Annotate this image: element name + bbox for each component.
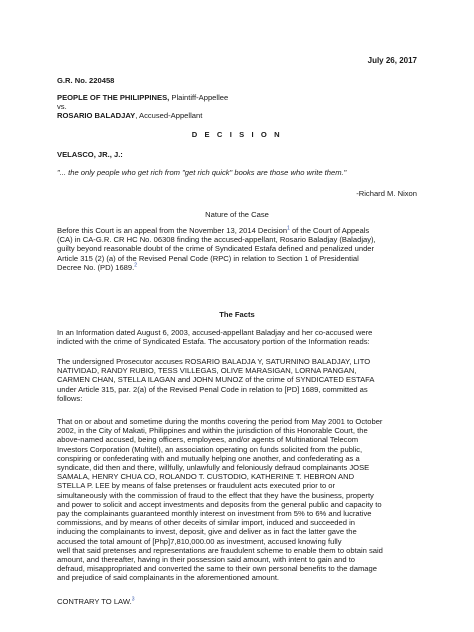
nature-line: guilty beyond reasonable doubt of the crime of Syndicated Estafa defined and penalized under (57, 244, 375, 254)
footnote-ref[interactable]: 3 (131, 596, 135, 603)
accusation-line: Investors Corporation (Multitel), an association operating on funds solicited from the public, (57, 444, 363, 454)
facts-line: indicted with the crime of Syndicated Estafa. The accusatory portion of the Information reads: (57, 337, 370, 347)
information-line: under Article 315, par. 2(a) of the Revised Penal Code in relation to [PD] 1689, committed as (57, 384, 368, 394)
accusation-line: pay the complainants guaranteed monthly interest on investment from 5% to 6% and lucrative (57, 509, 372, 519)
nature-paragraph (57, 226, 417, 272)
accusation-line: STELLA P. LEE by means of false pretenses or fraudulent acts executed prior to or (57, 481, 336, 491)
nature-line-text: Before this Court is an appeal from the November 13, 2014 Decision (57, 226, 288, 235)
closing-text: CONTRARY TO LAW. (57, 597, 132, 606)
facts-paragraph (57, 328, 417, 346)
nature-heading: Nature of the Case (205, 210, 269, 219)
accusation-line: 2002, in the City of Makati, Philippines and within the jurisdiction of this Honorable Court, the (57, 426, 368, 436)
nature-line: (CA) in CA-G.R. CR HC No. 06308 finding the accused-appellant, Rosario Baladjay (Baladjay), (57, 235, 376, 245)
plaintiff-line (57, 93, 228, 102)
plaintiff-role: Plaintiff-Appellee (171, 93, 229, 102)
footnote-ref[interactable]: 2 (134, 262, 138, 269)
information-line: NATIVIDAD, RANDY RUBIO, TESS VILLEGAS, OLIVE MARASIGAN, LORNA PANGAN, (57, 366, 357, 376)
accused-line (57, 111, 228, 120)
accusation-line: well that said pretenses and representations are fraudulent scheme to enable them to obtain said (57, 545, 383, 555)
epigraph-quote: "... the only people who get rich from "get rich quick" books are those who write them." (57, 168, 347, 177)
ponente: VELASCO, JR., J.: (57, 150, 123, 159)
nature-line (57, 263, 417, 272)
accusation-line: above-named accused, being officers, employees, and/or agents of Multinational Telecom (57, 435, 359, 445)
accusation-line: and prejudice of said complainants in the aforementioned amount. (57, 573, 280, 583)
plaintiff-name: PEOPLE OF THE PHILIPPINES, (57, 93, 170, 102)
information-line: follows: (57, 393, 83, 403)
accusation-line: simultaneously with the commission of fraud to the effect that they have the business, property (57, 490, 374, 500)
accusation-line: and power to solicit and accept investments and deposits from the general public and capacity to (57, 499, 382, 509)
nature-line: Article 315 (2) (a) of the Revised Penal Code (RPC) in relation to Section 1 of Presidential (57, 253, 359, 263)
decision-date: July 26, 2017 (367, 56, 417, 65)
case-number: G.R. No. 220458 (57, 76, 115, 85)
epigraph-author: -Richard M. Nixon (356, 189, 417, 198)
accused-name: ROSARIO BALADJAY (57, 111, 136, 121)
versus-label: vs. (57, 102, 67, 112)
nature-line (57, 226, 417, 235)
nature-line-text: of the Court of Appeals (289, 226, 370, 235)
accusation-line: That on or about and sometime during the months covering the period from May 2001 to October (57, 417, 383, 426)
accusation-line: conspiring or confederating with and mutually helping one another, and confederating as a (57, 453, 360, 463)
decision-title: D E C I S I O N (191, 130, 283, 139)
accusation-line: amount, and thereafter, having in their possession said amount, with intent to gain and to (57, 555, 356, 565)
accused-role: , Accused-Appellant (135, 111, 203, 121)
facts-line: In an Information dated August 6, 2003, accused-appellant Baladjay and her co-accused were (57, 328, 373, 337)
accusation-line: accused the total amount of [Php]7,810,000.00 as investment, accused knowing fully (57, 536, 342, 546)
accusation-line: SAMALA, HENRY CHUA CO, ROLANDO T. CUSTODIO, KATHERINE T. HEBRON AND (57, 472, 355, 482)
information-line: The undersigned Prosecutor accuses ROSARIO BALADJA Y, SATURNINO BALADJAY, LITO (57, 357, 371, 366)
closing-line (57, 597, 417, 606)
information-line: CARMEN CHAN, STELLA ILAGAN and JOHN MUNOZ of the crime of SYNDICATED ESTAFA (57, 375, 375, 385)
accusation-line: inducing the complainants to invest, deposit, give and deliver as in fact the latter gave the (57, 527, 357, 537)
facts-heading: The Facts (219, 310, 255, 319)
accusation-line: commissions, and by means of other deceits of similar import, induced and succeeded in (57, 518, 355, 528)
accusation-paragraph (57, 417, 417, 583)
footnote-ref[interactable]: 1 (287, 225, 290, 232)
accusation-line: defraud, misappropriated and converted the same to their own personal benefits to the damage (57, 564, 377, 574)
accusation-line: syndicate, did then and there, willfully, unlawfully and feloniously defraud complainants JOSE (57, 463, 370, 473)
information-paragraph (57, 357, 417, 403)
case-parties (57, 93, 228, 121)
nature-line-text: Decree No. (PD) 1689. (57, 262, 135, 272)
